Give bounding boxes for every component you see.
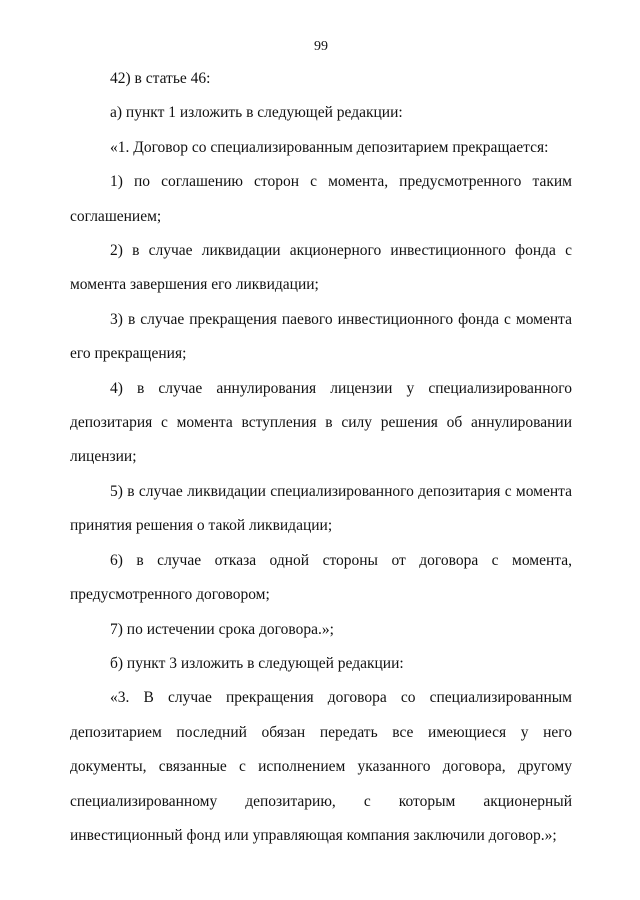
paragraph-point-3: «3. В случае прекращения договора со специализированным депозитарием последний обязан передать все имеющиеся у него документы, связанные с исполнением указанного договора, другому специализированному депозитарию, с которым акционерный инвестиционный фонд или управляющая компания заключили договор.»; [70, 689, 572, 844]
paragraph-item-3: 3) в случае прекращения паевого инвестиционного фонда с момента его прекращения; [70, 310, 572, 363]
paragraph-item-2: 2) в случае ликвидации акционерного инвестиционного фонда с момента завершения его ликвидации; [70, 242, 572, 294]
paragraph-item-6: 6) в случае отказа одной стороны от договора с момента, предусмотренного договором; [70, 551, 572, 604]
paragraph-subitem-a: а) пункт 1 изложить в следующей редакции: [110, 104, 403, 122]
paragraph-item-4: 4) в случае аннулирования лицензии у специализированного депозитария с момента вступления в силу решения об аннулировании лицензии; [70, 379, 572, 466]
paragraph-item-5: 5) в случае ликвидации специализированного депозитария с момента принятия решения о такой ликвидации; [70, 482, 572, 535]
paragraph-article-heading: 42) в статье 46: [110, 70, 211, 87]
page-number: 99 [314, 39, 328, 54]
paragraph-subitem-b: б) пункт 3 изложить в следующей редакции: [110, 654, 404, 672]
paragraph-item-1: 1) по соглашению сторон с момента, предусмотренного таким соглашением; [70, 173, 572, 225]
document-body [70, 62, 572, 853]
paragraph-item-7: 7) по истечении срока договора.»; [110, 620, 334, 638]
paragraph-point-1: «1. Договор со специализированным депозитарием прекращается: [110, 138, 549, 156]
